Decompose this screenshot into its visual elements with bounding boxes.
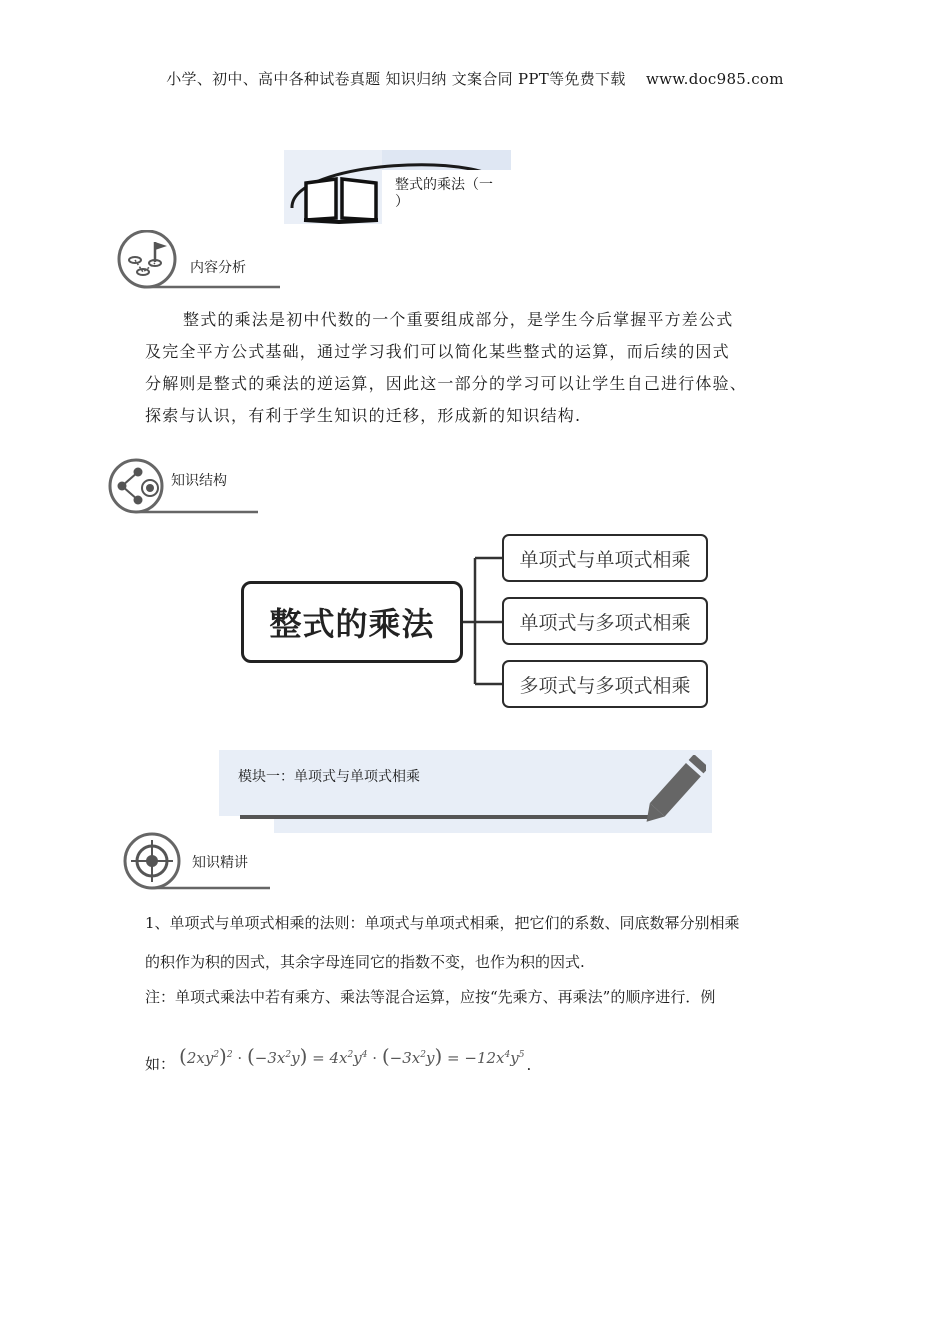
analysis-line: 探索与认识，有利于学生知识的迁移，形成新的知识结构. bbox=[145, 406, 582, 425]
mindmap-child-mono-mono: 单项式与单项式相乘 bbox=[502, 534, 708, 582]
rule-line-1: 1、单项式与单项式相乘的法则：单项式与单项式相乘，把它们的系数、同底数幂分别相乘 bbox=[145, 914, 740, 932]
example-prefix: 如： bbox=[145, 1055, 176, 1073]
module-title: 模块一：单项式与单项式相乘 bbox=[238, 769, 420, 785]
analysis-line: 整式的乘法是初中代数的一个重要组成部分，是学生今后掌握平方差公式 bbox=[183, 310, 734, 329]
analysis-line: 分解则是整式的乘法的逆运算，因此这一部分的学习可以让学生自己进行体验、 bbox=[145, 374, 748, 393]
analysis-line: 及完全平方公式基础，通过学习我们可以简化某些整式的运算，而后续的因式 bbox=[145, 342, 730, 361]
mindmap-child-mono-poly: 单项式与多项式相乘 bbox=[502, 597, 708, 645]
pencil-icon bbox=[236, 755, 706, 825]
example-line bbox=[145, 1044, 835, 1074]
section-title-knowledge-structure: 知识结构 bbox=[171, 473, 227, 489]
example-end: . bbox=[526, 1056, 532, 1074]
site-header: 小学、初中、高中各种试卷真题 知识归纳 文案合同 PPT等免费下载 www.doc985.com bbox=[166, 70, 784, 88]
note-line: 注：单项式乘法中若有乘方、乘法等混合运算，应按“先乘方、再乘法”的顺序进行．例 bbox=[145, 988, 716, 1006]
mindmap-root: 整式的乘法 bbox=[241, 581, 463, 663]
lesson-title bbox=[395, 177, 493, 211]
section-title-content-analysis: 内容分析 bbox=[190, 260, 246, 276]
lesson-title-line1: 整式的乘法（一 bbox=[395, 177, 493, 193]
lesson-title-line2: ） bbox=[395, 194, 409, 210]
section-title-knowledge-lecture: 知识精讲 bbox=[192, 855, 248, 871]
mindmap-child-poly-poly: 多项式与多项式相乘 bbox=[502, 660, 708, 708]
analysis-paragraph bbox=[145, 304, 825, 432]
example-formula: $(2xy^2)^2 \cdot (-3x^2y) = 4x^2y^4 \cdot (-3x^2y) = -12x^4y^5$ bbox=[179, 1044, 525, 1068]
rule-line-2: 的积作为积的因式，其余字母连同它的指数不变，也作为积的因式. bbox=[145, 953, 585, 971]
